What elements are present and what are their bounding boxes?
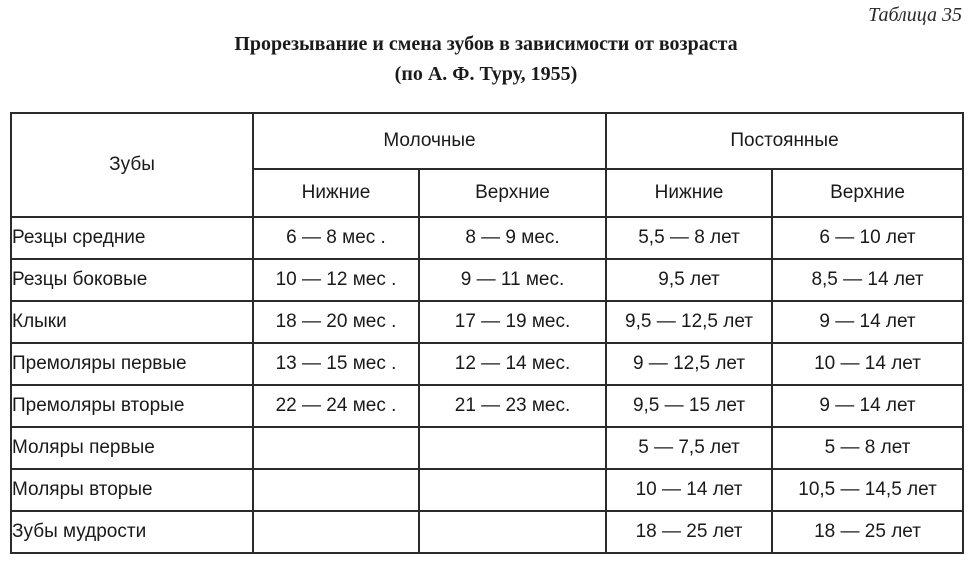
table-cell: 18 — 25 лет bbox=[772, 511, 963, 553]
table-cell bbox=[253, 469, 419, 511]
table-title: Прорезывание и смена зубов в зависимости от возраста bbox=[234, 33, 738, 55]
table-cell: 5,5 — 8 лет bbox=[606, 217, 772, 259]
row-label: Клыки bbox=[11, 301, 253, 343]
table-cell: 17 — 19 мес. bbox=[419, 301, 606, 343]
group-header-permanent: Постоянные bbox=[606, 113, 963, 169]
table-cell bbox=[419, 511, 606, 553]
table-cell: 10,5 — 14,5 лет bbox=[772, 469, 963, 511]
table-row bbox=[11, 511, 963, 553]
table-cell bbox=[419, 427, 606, 469]
table-cell: 9 — 11 мес. bbox=[419, 259, 606, 301]
table-number: Таблица 35 bbox=[868, 4, 962, 26]
table-cell: 10 — 12 мес . bbox=[253, 259, 419, 301]
table-row bbox=[11, 217, 963, 259]
table-row bbox=[11, 259, 963, 301]
group-header-primary: Молочные bbox=[253, 113, 606, 169]
subheader-primary-upper: Верхние bbox=[419, 169, 606, 217]
row-label: Резцы средние bbox=[11, 217, 253, 259]
eruption-table bbox=[10, 112, 964, 554]
table-cell: 9,5 — 12,5 лет bbox=[606, 301, 772, 343]
table-row bbox=[11, 469, 963, 511]
subheader-permanent-lower: Нижние bbox=[606, 169, 772, 217]
table-cell: 10 — 14 лет bbox=[772, 343, 963, 385]
table-cell: 22 — 24 мес . bbox=[253, 385, 419, 427]
row-label: Премоляры вторые bbox=[11, 385, 253, 427]
table-cell: 8 — 9 мес. bbox=[419, 217, 606, 259]
table-cell: 9,5 лет bbox=[606, 259, 772, 301]
table-source: (по А. Ф. Туру, 1955) bbox=[394, 63, 578, 85]
row-label: Моляры первые bbox=[11, 427, 253, 469]
table-cell: 9 — 14 лет bbox=[772, 385, 963, 427]
table-row bbox=[11, 301, 963, 343]
table-cell: 9 — 12,5 лет bbox=[606, 343, 772, 385]
table-cell bbox=[253, 511, 419, 553]
table-cell: 8,5 — 14 лет bbox=[772, 259, 963, 301]
row-label: Моляры вторые bbox=[11, 469, 253, 511]
table-cell: 5 — 8 лет bbox=[772, 427, 963, 469]
table-cell bbox=[253, 427, 419, 469]
row-label: Премоляры первые bbox=[11, 343, 253, 385]
table-cell: 9 — 14 лет bbox=[772, 301, 963, 343]
table-cell: 18 — 20 мес . bbox=[253, 301, 419, 343]
table-cell: 21 — 23 мес. bbox=[419, 385, 606, 427]
table-row bbox=[11, 343, 963, 385]
table-cell: 6 — 8 мес . bbox=[253, 217, 419, 259]
table-cell: 12 — 14 мес. bbox=[419, 343, 606, 385]
table-cell: 18 — 25 лет bbox=[606, 511, 772, 553]
table-cell bbox=[419, 469, 606, 511]
table-cell: 5 — 7,5 лет bbox=[606, 427, 772, 469]
table-row bbox=[11, 385, 963, 427]
row-label: Резцы боковые bbox=[11, 259, 253, 301]
table-cell: 10 — 14 лет bbox=[606, 469, 772, 511]
table-row bbox=[11, 427, 963, 469]
teeth-column-header: Зубы bbox=[11, 113, 253, 217]
table-cell: 9,5 — 15 лет bbox=[606, 385, 772, 427]
subheader-primary-lower: Нижние bbox=[253, 169, 419, 217]
subheader-permanent-upper: Верхние bbox=[772, 169, 963, 217]
table-cell: 6 — 10 лет bbox=[772, 217, 963, 259]
row-label: Зубы мудрости bbox=[11, 511, 253, 553]
table-cell: 13 — 15 мес . bbox=[253, 343, 419, 385]
